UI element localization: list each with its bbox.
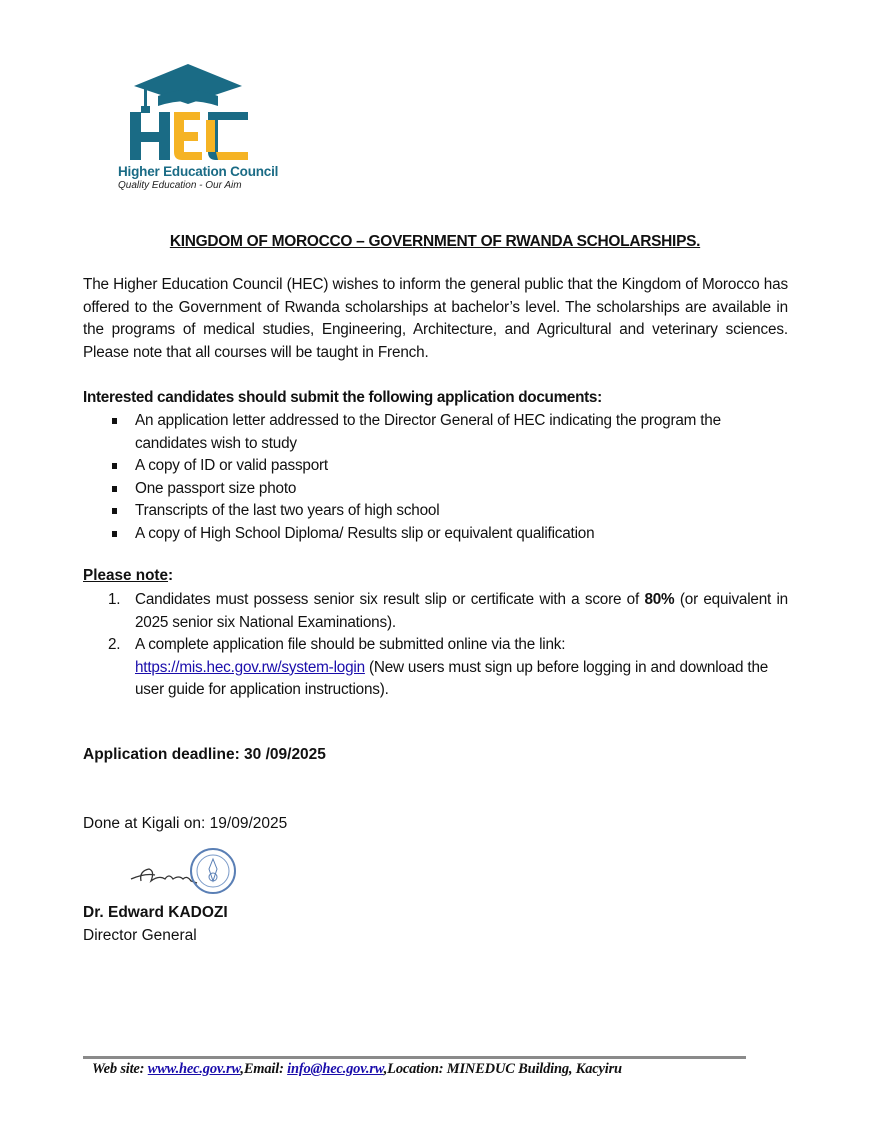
list-item: A copy of High School Diploma/ Results slip or equivalent qualification [110, 523, 790, 546]
document-title: KINGDOM OF MOROCCO – GOVERNMENT OF RWANDA SCHOLARSHIPS. [169, 233, 701, 250]
bullet-icon [112, 418, 117, 424]
list-item: A copy of ID or valid passport [110, 455, 790, 478]
signature-stamp-icon [125, 845, 245, 897]
list-item: An application letter addressed to the Director General of HEC indicating the program the candidates wish to study [110, 410, 790, 455]
signer-title: Director General [83, 927, 197, 944]
score-requirement: 80% [644, 591, 675, 608]
documents-heading: Interested candidates should submit the following application documents: [83, 389, 602, 406]
done-at-date: Done at Kigali on: 19/09/2025 [83, 815, 288, 832]
intro-paragraph: The Higher Education Council (HEC) wishes to inform the general public that the Kingdom of Morocco has offered to the Government of Rwanda scholarships at bachelor’s level. The scholarships are available in the programs of medical studies, Engineering, Architecture, and Agricultural and veterinary sciences. Please note that all courses will be taught in French. [83, 276, 788, 361]
list-item: Transcripts of the last two years of high school [110, 500, 790, 523]
bullet-icon [112, 508, 117, 514]
footer-divider [83, 1056, 746, 1059]
website-link[interactable]: www.hec.gov.rw [147, 1061, 241, 1077]
documents-list [110, 410, 790, 545]
email-link[interactable]: info@hec.gov.rw [287, 1061, 384, 1077]
bullet-icon [112, 463, 117, 469]
list-item: 1. Candidates must possess senior six result slip or certificate with a score of 80% (or equivalent in 2025 senior six National Examinations). [108, 591, 788, 631]
logo-tagline: Quality Education - Our Aim [118, 180, 242, 191]
list-item: One passport size photo [110, 478, 790, 501]
graduation-cap-hec-icon [130, 62, 250, 164]
application-portal-link[interactable]: https://mis.hec.gov.rw/system-login [135, 658, 365, 676]
signer-name: Dr. Edward KADOZI [83, 904, 228, 921]
notes-heading: Please note: [83, 567, 174, 584]
footer: Web site: www.hec.gov.rw,Email: info@hec.gov.rw,Location: MINEDUC Building, Kacyiru [92, 1061, 622, 1077]
logo-org-name: Higher Education Council [118, 164, 279, 179]
bullet-icon [112, 531, 117, 537]
application-deadline: Application deadline: 30 /09/2025 [83, 746, 326, 763]
bullet-icon [112, 486, 117, 492]
notes-list [108, 589, 788, 702]
list-item: 2. A complete application file should be submitted online via the link: https://mis.hec.gov.rw/system-login (New users must sign up before logging in and download the user guide for application instructions). [108, 636, 769, 698]
hec-logo [112, 58, 282, 193]
